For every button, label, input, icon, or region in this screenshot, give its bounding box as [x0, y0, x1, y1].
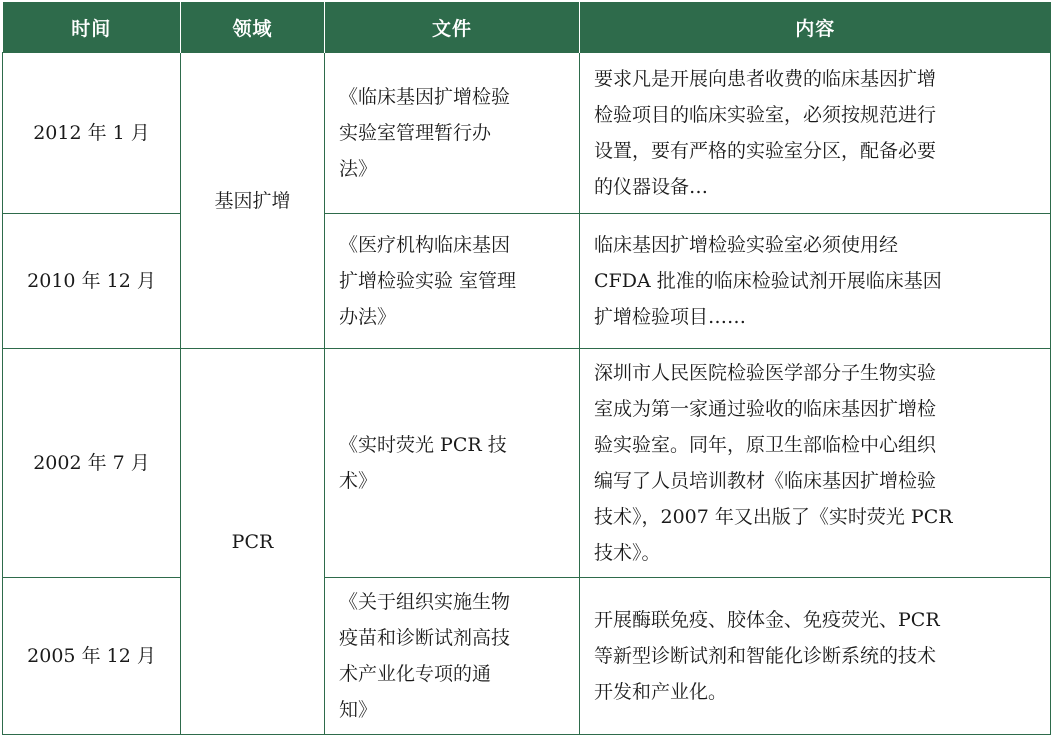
header-content: 内容: [580, 2, 1051, 53]
row-time: 2010 年 12 月: [3, 214, 181, 349]
header-document: 文件: [325, 2, 580, 53]
row-field: PCR: [181, 349, 325, 735]
row-time: 2002 年 7 月: [3, 349, 181, 578]
row-content: 要求凡是开展向患者收费的临床基因扩增 检验项目的临床实验室，必须按规范进行 设置，要有严格的实验室分区，配备必要 的仪器设备…: [580, 53, 1051, 214]
row-time: 2005 年 12 月: [3, 578, 181, 735]
policy-table-container: [2, 2, 1050, 721]
row-time: 2012 年 1 月: [3, 53, 181, 214]
table-row: [3, 53, 1051, 214]
table-header-row: [3, 2, 1051, 53]
row-content: 深圳市人民医院检验医学部分子生物实验 室成为第一家通过验收的临床基因扩增检 验实验室。同年，原卫生部临检中心组织 编写了人员培训教材《临床基因扩增检验 技术》，2007 年又出版了《实时荧光 PCR 技术》。: [580, 349, 1051, 578]
row-document: 《实时荧光 PCR 技 术》: [325, 349, 580, 578]
table-row: [3, 214, 1051, 349]
row-content: 临床基因扩增检验实验室必须使用经 CFDA 批准的临床检验试剂开展临床基因 扩增检验项目……: [580, 214, 1051, 349]
row-field: 基因扩增: [181, 53, 325, 349]
table-row: [3, 578, 1051, 735]
header-field: 领域: [181, 2, 325, 53]
row-document: 《医疗机构临床基因 扩增检验实验 室管理 办法》: [325, 214, 580, 349]
policy-table: [2, 2, 1051, 735]
row-content: 开展酶联免疫、胶体金、免疫荧光、PCR 等新型诊断试剂和智能化诊断系统的技术 开发和产业化。: [580, 578, 1051, 735]
row-document: 《关于组织实施生物 疫苗和诊断试剂高技 术产业化专项的通 知》: [325, 578, 580, 735]
table-row: [3, 349, 1051, 578]
header-time: 时间: [3, 2, 181, 53]
row-document: 《临床基因扩增检验 实验室管理暂行办 法》: [325, 53, 580, 214]
